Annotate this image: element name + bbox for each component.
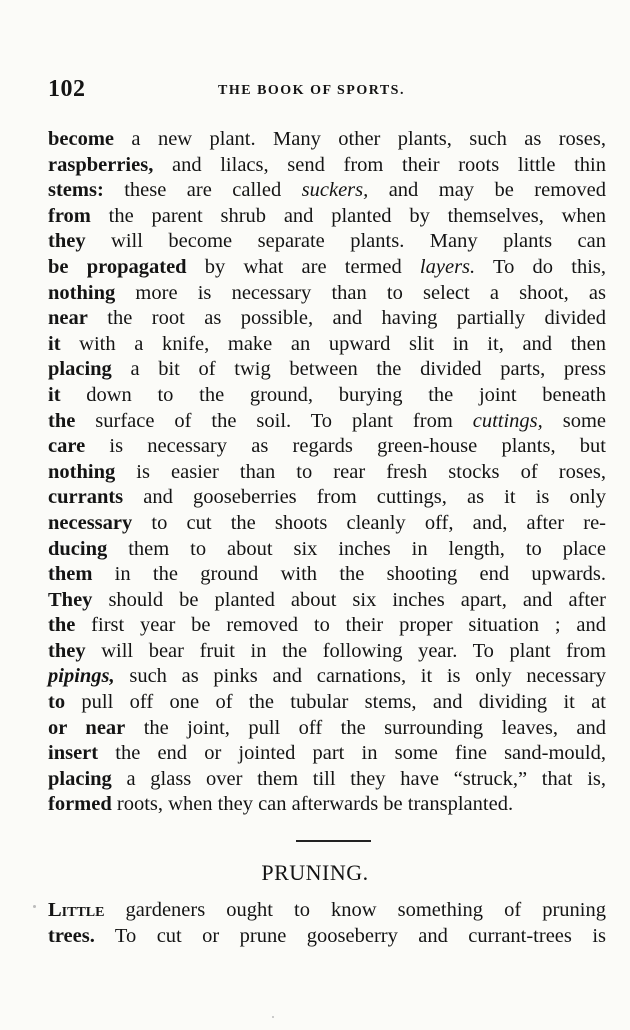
text-line: them in the ground with the shooting end upwards. [48,563,606,586]
text-line: stems: these are called suckers, and may be removed [48,179,606,202]
text-line: necessary to cut the shoots cleanly off, and, after re- [48,511,606,534]
text-line: near the root as possible, and having partially divided [48,307,606,330]
paper-speck [272,1016,274,1018]
section-paragraph [48,898,606,949]
text-line: They should be planted about six inches apart, and after [48,588,606,611]
text-line: from the parent shrub and planted by themselves, when [48,204,606,227]
section-divider [296,840,371,842]
text-line: raspberries, and lilacs, send from their roots little thin [48,153,606,176]
page-number: 102 [48,76,86,102]
paper-speck [33,905,36,908]
text-line: become a new plant. Many other plants, such as roses, [48,128,606,150]
page-header [48,76,606,106]
text-line: be propagated by what are termed layers. To do this, [48,255,607,278]
body-paragraph [48,127,606,818]
text-line: or near the joint, pull off the surrounding leaves, and [48,716,606,739]
section-heading: PRUNING. [261,860,369,885]
text-line: nothing more is necessary than to select a shoot, as [48,281,606,304]
text-line: placing a bit of twig between the divided parts, press [48,358,606,381]
text-line: to pull off one of the tubular stems, and dividing it at [48,691,606,714]
text-line: trees. To cut or prune gooseberry and currant-trees is [48,924,606,947]
text-line: currants and gooseberries from cuttings, as it is only [48,486,606,509]
text-line: care is necessary as regards green-house plants, but [48,435,606,458]
text-line: placing a glass over them till they have “struck,” that is, [48,767,606,790]
running-head: THE BOOK OF SPORTS. [218,83,405,98]
text-line: they will become separate plants. Many plants can [48,230,606,253]
text-line: it with a knife, make an upward slit in it, and then [48,332,606,355]
text-line: it down to the ground, burying the joint beneath [48,383,606,406]
text-line: nothing is easier than to rear fresh stocks of roses, [48,460,606,483]
text-line: the first year be removed to their proper situation ; and [48,614,606,637]
text-line: ducing them to about six inches in length, to place [48,537,606,560]
text-line: formed roots, when they can afterwards be transplanted. [48,793,514,816]
text-line: pipings, such as pinks and carnations, it is only necessary [48,665,606,688]
text-line: the surface of the soil. To plant from cuttings, some [48,409,606,432]
text-line: insert the end or jointed part in some fine sand-mould, [48,742,606,765]
text-line: Little gardeners ought to know something of pruning [48,899,606,921]
text-line: they will bear fruit in the following year. To plant from [48,639,606,662]
